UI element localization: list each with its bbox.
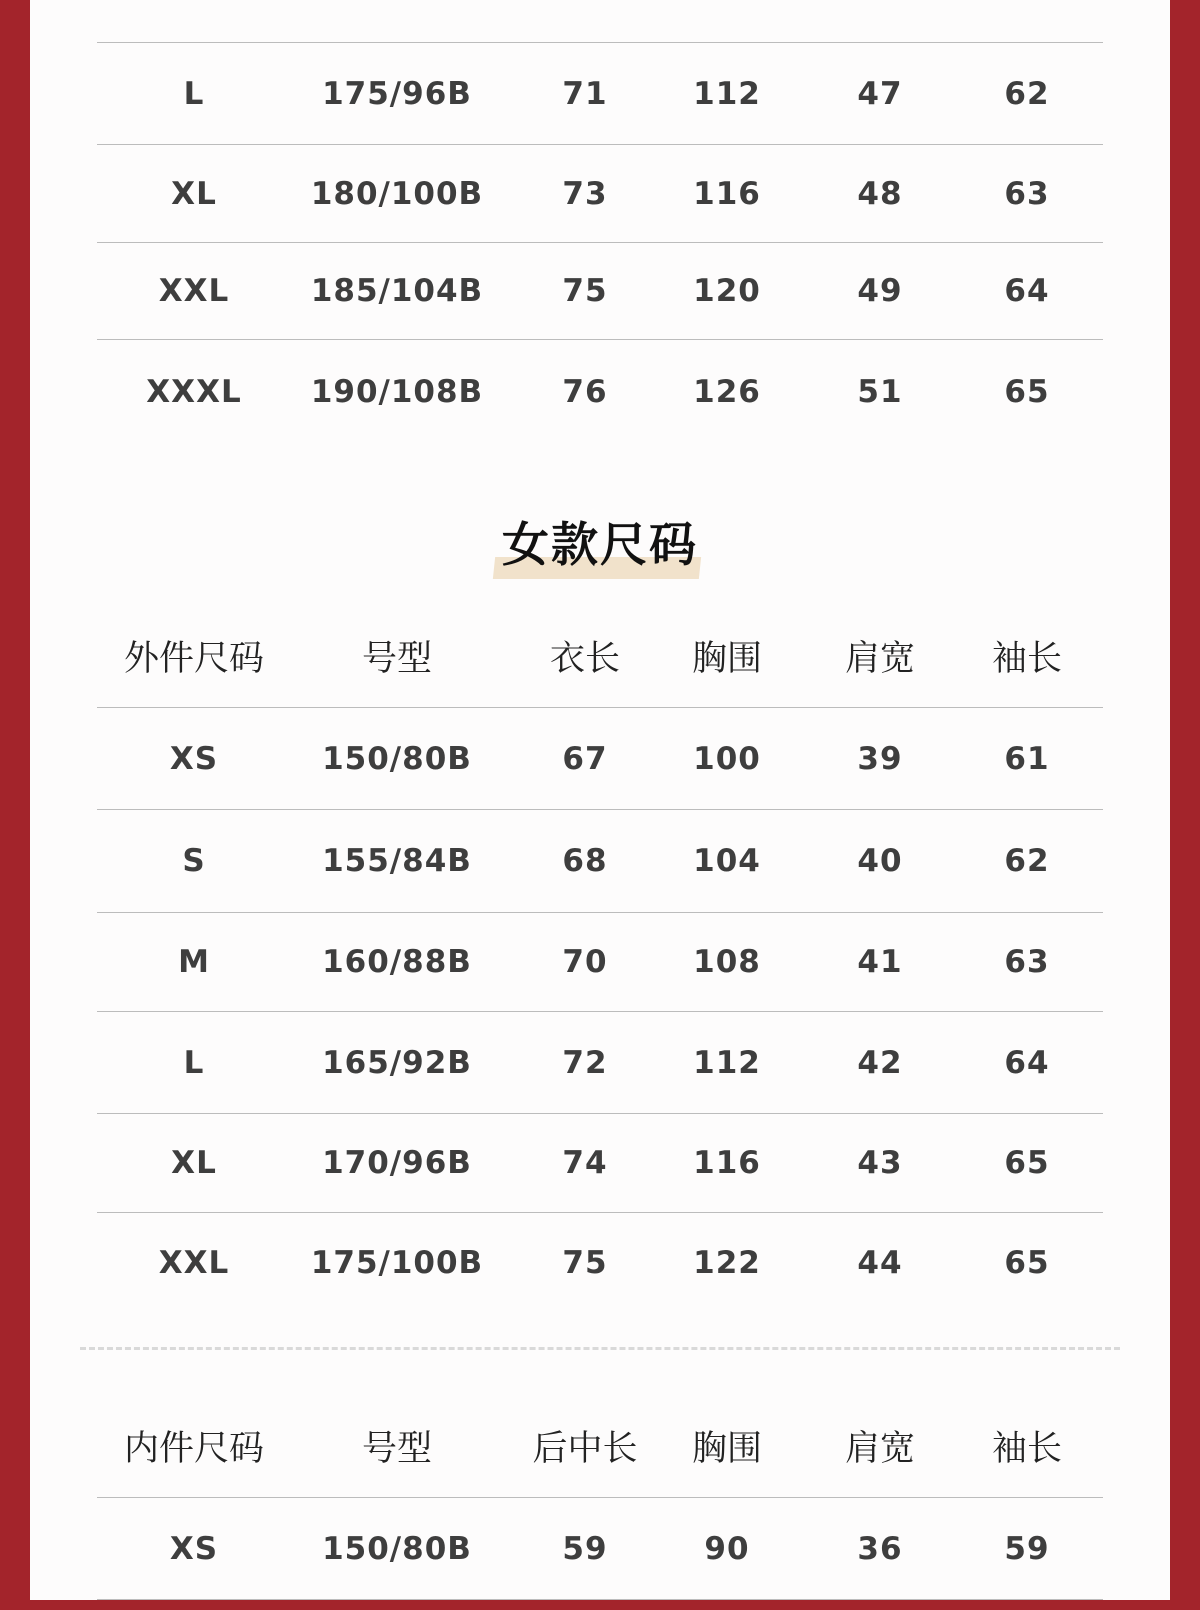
shoulder-cell: 48 xyxy=(857,175,903,212)
header-size: 外件尺码 xyxy=(123,639,265,679)
sleeve-cell: 59 xyxy=(1004,1530,1050,1567)
length-cell: 73 xyxy=(562,175,608,212)
length-cell: 70 xyxy=(562,944,608,980)
table-row-clipped xyxy=(97,0,1103,42)
length-cell: 68 xyxy=(562,843,608,879)
shoulder-cell: 36 xyxy=(857,1530,903,1567)
size-cell: XL xyxy=(171,1145,217,1181)
fit-cell: 180/100B xyxy=(310,175,484,212)
size-cell: S xyxy=(182,843,206,879)
shoulder-cell: 44 xyxy=(857,1245,903,1281)
sleeve-cell: 65 xyxy=(1004,373,1050,410)
header-shoulder: 肩宽 xyxy=(844,1428,916,1469)
sleeve-cell: 64 xyxy=(1004,1044,1050,1081)
shoulder-cell: 47 xyxy=(857,75,903,112)
chest-cell: 104 xyxy=(693,843,761,879)
table-row xyxy=(97,912,1103,1011)
length-cell: 75 xyxy=(562,1245,608,1281)
header-chest: 胸围 xyxy=(691,1428,763,1469)
sleeve-cell: 63 xyxy=(1004,944,1050,980)
header-fit: 号型 xyxy=(361,1428,433,1469)
chest-cell: 100 xyxy=(693,740,761,777)
chest-cell: 112 xyxy=(693,1044,761,1081)
size-cell: L xyxy=(183,1044,205,1081)
size-cell: XXXL xyxy=(146,373,242,410)
shoulder-cell: 41 xyxy=(857,944,903,980)
table-row xyxy=(97,242,1103,339)
header-fit: 号型 xyxy=(361,639,433,679)
length-cell: 67 xyxy=(562,740,608,777)
section-divider xyxy=(80,1347,1120,1350)
table-row xyxy=(97,1497,1103,1599)
men-size-table xyxy=(97,0,1103,443)
fit-cell: 175/100B xyxy=(310,1245,484,1281)
fit-cell: 150/80B xyxy=(322,740,472,777)
length-cell: 75 xyxy=(562,273,608,309)
table-header xyxy=(97,605,1103,707)
table-row xyxy=(97,144,1103,242)
sleeve-cell: 64 xyxy=(1004,273,1050,309)
header-back-length: 后中长 xyxy=(532,1428,638,1469)
size-cell: L xyxy=(183,75,205,112)
fit-cell: 150/80B xyxy=(322,1530,472,1567)
shoulder-cell: 43 xyxy=(857,1145,903,1181)
length-cell: 59 xyxy=(562,1530,608,1567)
header-sleeve: 袖长 xyxy=(991,639,1063,679)
fit-cell: 170/96B xyxy=(322,1145,472,1181)
table-row xyxy=(97,707,1103,809)
size-cell: XS xyxy=(169,740,219,777)
women-section-title xyxy=(0,508,1200,575)
chest-cell: 116 xyxy=(693,1145,761,1181)
table-header xyxy=(97,1394,1103,1497)
fit-cell: 190/108B xyxy=(310,373,484,410)
fit-cell: 185/104B xyxy=(310,273,484,309)
table-row xyxy=(97,42,1103,144)
chest-cell: 120 xyxy=(693,273,761,309)
size-cell: XL xyxy=(171,175,217,212)
header-length: 衣长 xyxy=(549,639,621,679)
women-outer-size-table xyxy=(97,605,1103,1313)
header-size: 内件尺码 xyxy=(123,1428,265,1469)
fit-cell: 175/96B xyxy=(322,75,472,112)
size-cell: XS xyxy=(169,1530,219,1567)
chest-cell: 90 xyxy=(704,1530,750,1567)
chest-cell: 122 xyxy=(693,1245,761,1281)
length-cell: 76 xyxy=(562,373,608,410)
shoulder-cell: 40 xyxy=(857,843,903,879)
chest-cell: 108 xyxy=(693,944,761,980)
women-inner-size-table xyxy=(97,1394,1103,1610)
length-cell: 71 xyxy=(562,75,608,112)
fit-cell: 160/88B xyxy=(322,944,472,980)
table-row xyxy=(97,339,1103,443)
sleeve-cell: 65 xyxy=(1004,1145,1050,1181)
chest-cell: 116 xyxy=(693,175,761,212)
header-sleeve: 袖长 xyxy=(991,1428,1063,1469)
sleeve-cell: 63 xyxy=(1004,175,1050,212)
length-cell: 74 xyxy=(562,1145,608,1181)
page-title: 女款尺码 xyxy=(502,518,698,573)
shoulder-cell: 49 xyxy=(857,273,903,309)
size-cell: XXL xyxy=(158,1245,230,1281)
size-cell: M xyxy=(178,944,210,980)
shoulder-cell: 39 xyxy=(857,740,903,777)
sleeve-cell: 65 xyxy=(1004,1245,1050,1281)
sleeve-cell: 61 xyxy=(1004,740,1050,777)
sleeve-cell: 62 xyxy=(1004,75,1050,112)
size-cell: XXL xyxy=(158,273,230,309)
table-row xyxy=(97,1011,1103,1113)
header-shoulder: 肩宽 xyxy=(844,639,916,679)
length-cell: 72 xyxy=(562,1044,608,1081)
chest-cell: 112 xyxy=(693,75,761,112)
fit-cell: 165/92B xyxy=(322,1044,472,1081)
table-row xyxy=(97,1113,1103,1212)
header-chest: 胸围 xyxy=(691,639,763,679)
table-row-clipped xyxy=(97,1599,1103,1610)
sleeve-cell: 62 xyxy=(1004,843,1050,879)
table-row xyxy=(97,1212,1103,1313)
fit-cell: 155/84B xyxy=(322,843,472,879)
chest-cell: 126 xyxy=(693,373,761,410)
table-row xyxy=(97,809,1103,912)
shoulder-cell: 51 xyxy=(857,373,903,410)
shoulder-cell: 42 xyxy=(857,1044,903,1081)
